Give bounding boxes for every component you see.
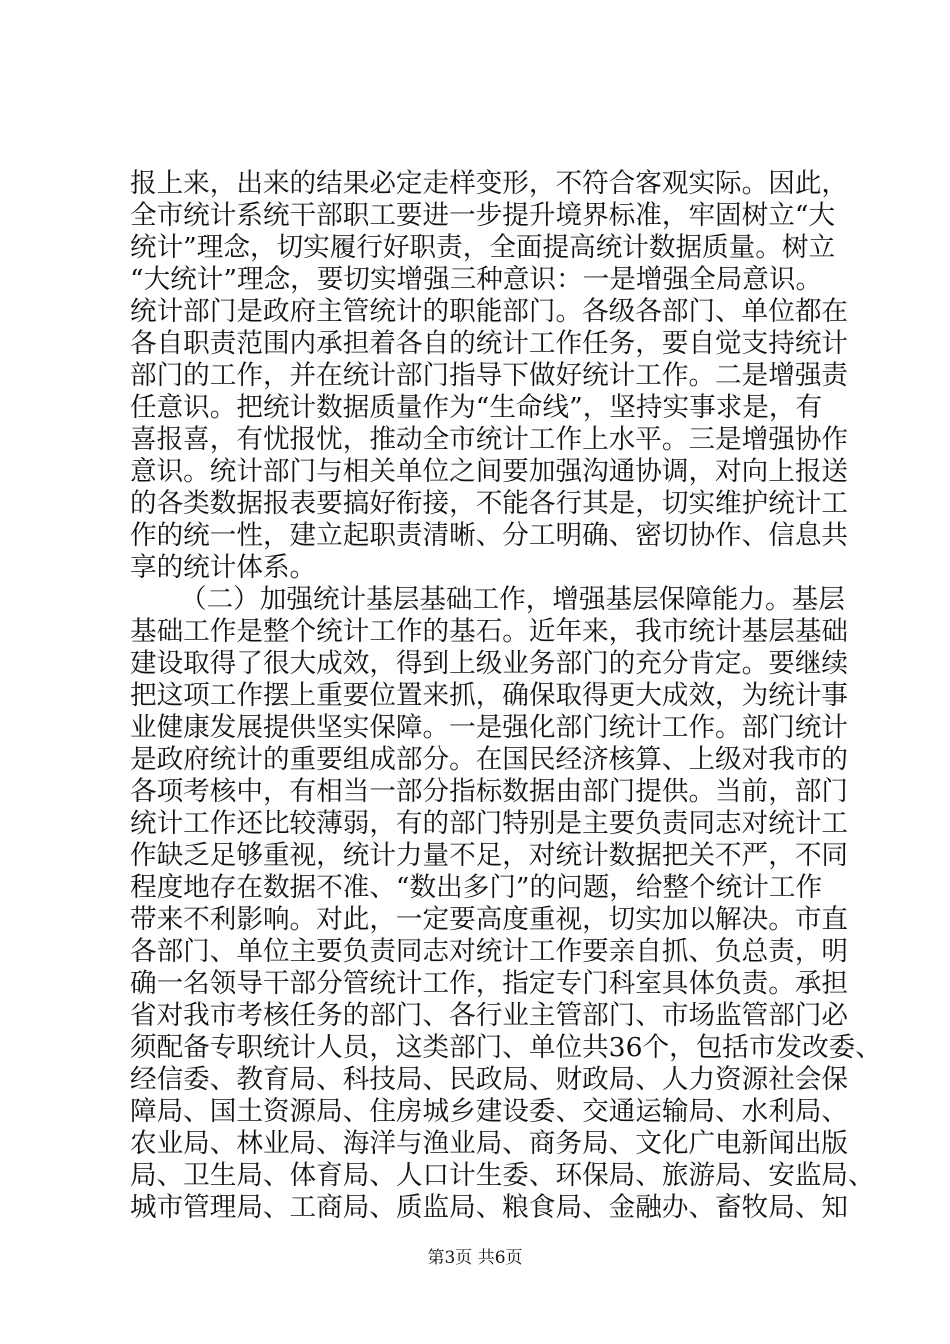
text-line: 统计部门是政府主管统计的职能部门。各级各部门、单位都在 — [130, 296, 849, 327]
text-line: 各项考核中，有相当一部分指标数据由部门提供。当前，部门 — [130, 776, 849, 807]
text-line: 统计”理念，切实履行好职责，全面提高统计数据质量。树立 — [130, 232, 836, 263]
text-line: 经信委、教育局、科技局、民政局、财政局、人力资源社会保 — [130, 1064, 849, 1095]
paragraph-start-line: （二）加强统计基层基础工作，增强基层保障能力。基层 — [180, 584, 845, 615]
text-line: 确一名领导干部分管统计工作，指定专门科室具体负责。承担 — [130, 968, 849, 999]
text-line: 各自职责范围内承担着各自的统计工作任务，要自觉支持统计 — [130, 328, 849, 359]
text-line: 基础工作是整个统计工作的基石。近年来，我市统计基层基础 — [130, 616, 849, 647]
text-line: 建设取得了很大成效，得到上级业务部门的充分肯定。要继续 — [130, 648, 849, 679]
text-line: 任意识。把统计数据质量作为“生命线”，坚持实事求是，有 — [130, 392, 823, 423]
text-line: 的各类数据报表要搞好衔接，不能各行其是，切实维护统计工 — [130, 488, 849, 519]
body-text — [130, 168, 882, 1224]
text-line: 程度地存在数据不准、“数出多门”的问题，给整个统计工作 — [130, 872, 823, 903]
text-line: 障局、国土资源局、住房城乡建设委、交通运输局、水利局、 — [130, 1096, 849, 1127]
text-line: 意识。统计部门与相关单位之间要加强沟通协调，对向上报送 — [130, 456, 849, 487]
text-line: 带来不利影响。对此，一定要高度重视，切实加以解决。市直 — [130, 904, 849, 935]
text-line: 享的统计体系。 — [130, 552, 317, 583]
text-line: 报上来，出来的结果必定走样变形，不符合客观实际。因此， — [130, 168, 849, 199]
text-line: 省对我市考核任务的部门、各行业主管部门、市场监管部门必 — [130, 1000, 849, 1031]
text-line: 部门的工作，并在统计部门指导下做好统计工作。二是增强责 — [130, 360, 849, 391]
text-line: 城市管理局、工商局、质监局、粮食局、金融办、畜牧局、知 — [130, 1192, 849, 1223]
text-line: 喜报喜，有忧报忧，推动全市统计工作上水平。三是增强协作 — [130, 424, 849, 455]
text-line: 作的统一性，建立起职责清晰、分工明确、密切协作、信息共 — [130, 520, 849, 551]
text-line: “大统计”理念，要切实增强三种意识：一是增强全局意识。 — [130, 264, 823, 295]
text-line: 统计工作还比较薄弱，有的部门特别是主要负责同志对统计工 — [130, 808, 849, 839]
text-line: 各部门、单位主要负责同志对统计工作要亲自抓、负总责，明 — [130, 936, 849, 967]
text-line: 作缺乏足够重视，统计力量不足，对统计数据把关不严，不同 — [130, 840, 849, 871]
text-line: 局、卫生局、体育局、人口计生委、环保局、旅游局、安监局、 — [130, 1160, 875, 1191]
text-line: 须配备专职统计人员，这类部门、单位共36个，包括市发改委、 — [130, 1032, 882, 1063]
text-line: 把这项工作摆上重要位置来抓，确保取得更大成效，为统计事 — [130, 680, 849, 711]
page-number-footer: 第3页 共6页 — [427, 1248, 523, 1268]
text-line: 农业局、林业局、海洋与渔业局、商务局、文化广电新闻出版 — [130, 1128, 849, 1159]
text-line: 是政府统计的重要组成部分。在国民经济核算、上级对我市的 — [130, 744, 849, 775]
text-line: 全市统计系统干部职工要进一步提升境界标准，牢固树立“大 — [130, 200, 836, 231]
text-line: 业健康发展提供坚实保障。一是强化部门统计工作。部门统计 — [130, 712, 849, 743]
